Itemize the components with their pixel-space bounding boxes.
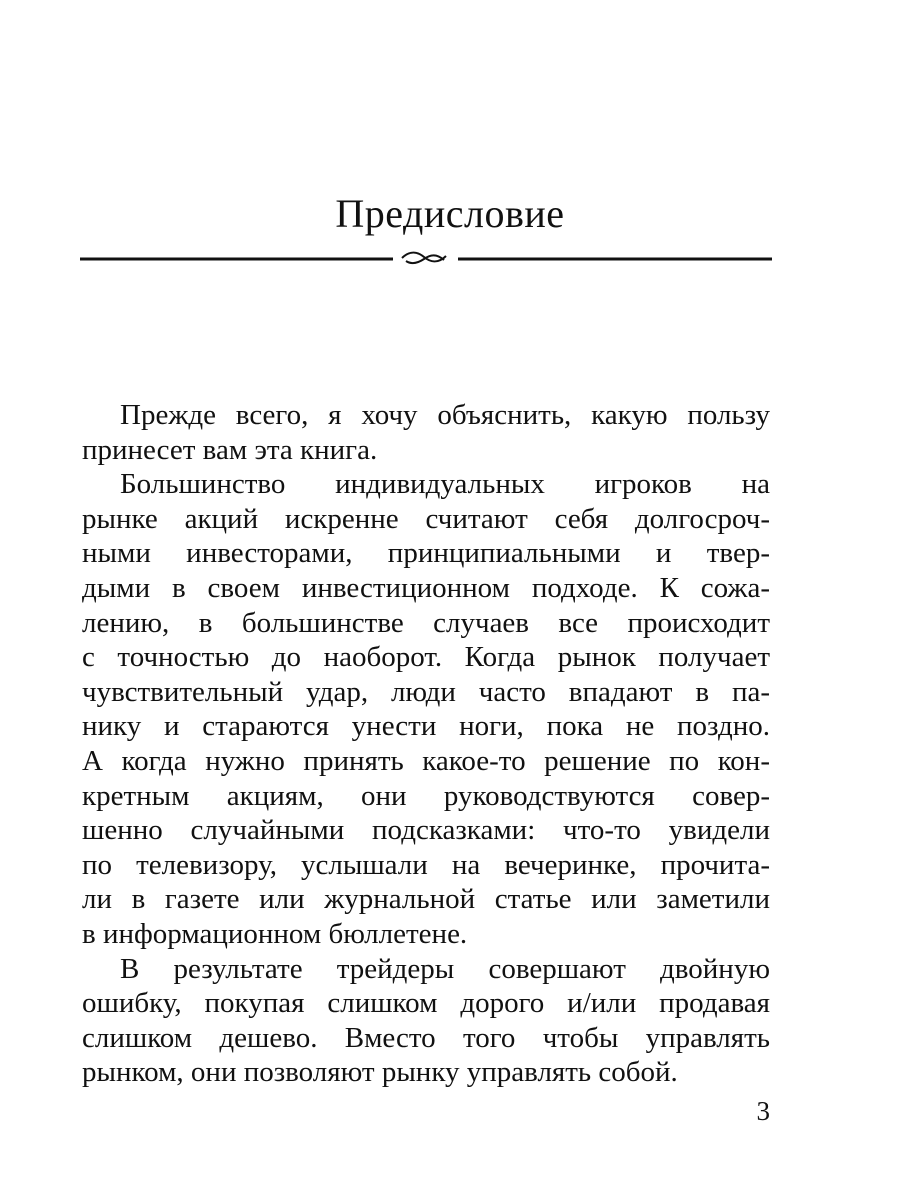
- text-line: с точностью до наоборот. Когда рынок получает: [82, 641, 770, 674]
- text-line: слишком дешево. Вместо того чтобы управлять: [82, 1021, 770, 1054]
- text-line: рынке акций искренне считают себя долгосроч-: [82, 502, 770, 535]
- chapter-title: Предисловие: [335, 191, 565, 236]
- text-line: чувствительный удар, люди часто впадают в па-: [82, 675, 770, 708]
- text-line: принесет вам эта книга.: [82, 433, 378, 466]
- text-line: В результате трейдеры совершают двойную: [120, 952, 770, 985]
- text-line: лению, в большинстве случаев все происходит: [82, 606, 770, 639]
- text-line: рынком, они позволяют рынку управлять собой.: [82, 1056, 678, 1089]
- paragraph-2: [82, 467, 770, 951]
- text-line: в информационном бюллетене.: [82, 917, 468, 950]
- text-line: дыми в своем инвестиционном подходе. К сожа-: [82, 571, 770, 604]
- text-line: ли в газете или журнальной статье или заметили: [82, 883, 770, 916]
- page-number: 3: [756, 1096, 770, 1126]
- paragraph-1: [82, 398, 770, 467]
- text-line: ошибку, покупая слишком дорого и/или продавая: [82, 987, 770, 1020]
- swash-ornament-icon: [402, 253, 446, 264]
- text-line: нику и стараются унести ноги, пока не поздно.: [82, 710, 770, 743]
- paragraph-3: [82, 952, 770, 1090]
- text-line: по телевизору, услышали на вечеринке, прочита-: [82, 848, 770, 881]
- text-line: Прежде всего, я хочу объяснить, какую пользу: [120, 399, 770, 431]
- ornamental-divider: [80, 248, 772, 270]
- text-line: шенно случайными подсказками: что-то увидели: [82, 814, 770, 847]
- preface-body: [82, 398, 770, 1090]
- text-line: А когда нужно принять какое-то решение по кон-: [82, 744, 770, 777]
- text-line: кретным акциям, они руководствуются совер-: [82, 779, 770, 812]
- text-line: Большинство индивидуальных игроков на: [120, 468, 770, 501]
- text-line: ными инвесторами, принципиальными и твер-: [82, 537, 770, 570]
